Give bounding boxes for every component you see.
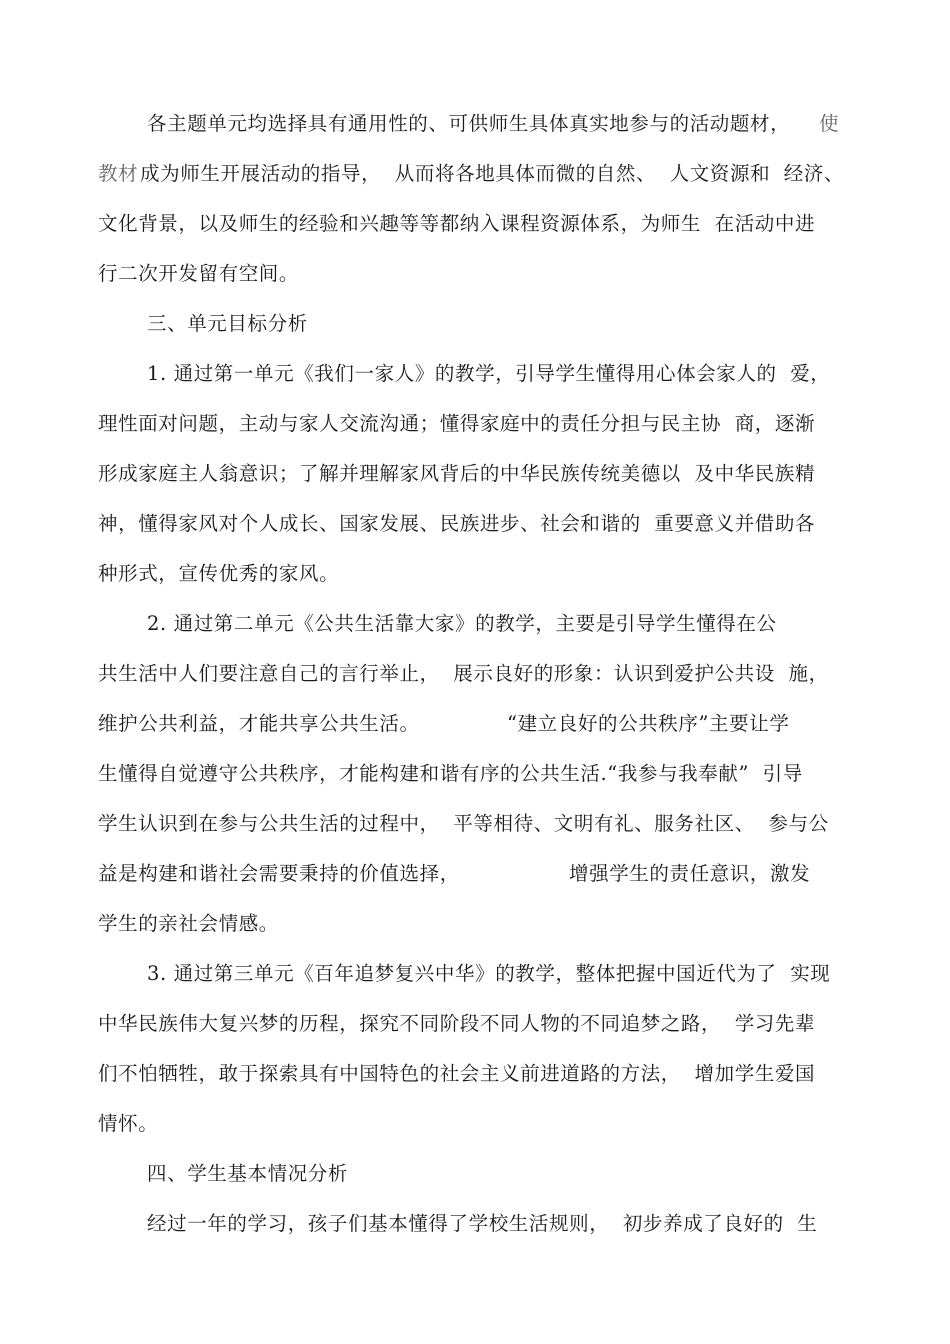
paragraph-line-tail: 使 — [819, 112, 840, 135]
paragraph-line: 文化背景，以及师生的经验和兴趣等等都纳入课程资源体系，为师生 在活动中进 — [98, 212, 816, 235]
list-item-line: 形成家庭主人翁意识；了解并理解家风背后的中华民族传统美德以 及中华民族精 — [98, 462, 816, 485]
list-item-line: 维护公共利益，才能共享公共生活。 — [98, 712, 420, 735]
list-item-line: 神，懂得家风对个人成长、国家发展、民族进步、社会和谐的 重要意义并借助各 — [98, 512, 816, 535]
list-item-line: 学生的亲社会情感。 — [98, 912, 279, 935]
list-item-line: 3. 通过第三单元《百年追梦复兴中华》的教学，整体把握中国近代为了 实现 — [147, 962, 831, 985]
paragraph-line-head: 教材 — [98, 162, 139, 185]
list-item-line: “建立良好的公共秩序”主要让学 — [507, 712, 790, 735]
list-item-line: 生懂得自觉遵守公共秩序，才能构建和谐有序的公共生活.“我参与我奉献” 引导 — [98, 762, 803, 785]
paragraph-line: 行二次开发留有空间。 — [98, 262, 300, 285]
section-heading: 四、学生基本情况分析 — [147, 1162, 349, 1185]
list-item-line: 2. 通过第二单元《公共生活靠大家》的教学，主要是引导学生懂得在公 — [147, 612, 777, 635]
list-item-line: 共生活中人们要注意自己的言行举止， 展示良好的形象：认识到爱护公共设 施， — [98, 662, 829, 685]
list-item-line: 中华民族伟大复兴梦的历程，探究不同阶段不同人物的不同追梦之路， 学习先辈 — [98, 1012, 816, 1035]
paragraph-line: 各主题单元均选择具有通用性的、可供师生具体真实地参与的活动题材， — [147, 112, 791, 135]
list-item-line: 增强学生的责任意识，激发 — [569, 862, 811, 885]
list-item-line: 情怀。 — [98, 1112, 159, 1135]
paragraph-line: 经过一年的学习，孩子们基本懂得了学校生活规则， 初步养成了良好的 生 — [147, 1212, 818, 1235]
list-item-line: 学生认识到在参与公共生活的过程中， 平等相待、文明有礼、服务社区、 参与公 — [98, 812, 829, 835]
list-item-line: 们不怕牺牲，敢于探索具有中国特色的社会主义前进道路的方法， 增加学生爱国 — [98, 1062, 816, 1085]
paragraph-line: 成为师生开展活动的指导， 从而将各地具体而微的自然、 人文资源和 经济、 — [140, 162, 845, 185]
list-item-line: 益是构建和谐社会需要秉持的价值选择， — [98, 862, 460, 885]
list-item-line: 种形式，宣传优秀的家风。 — [98, 562, 340, 585]
list-item-line: 理性面对问题，主动与家人交流沟通；懂得家庭中的责任分担与民主协 商，逐渐 — [98, 412, 816, 435]
section-heading: 三、单元目标分析 — [147, 312, 308, 335]
list-item-line: 1. 通过第一单元《我们一家人》的教学，引导学生懂得用心体会家人的 爱， — [147, 362, 831, 385]
